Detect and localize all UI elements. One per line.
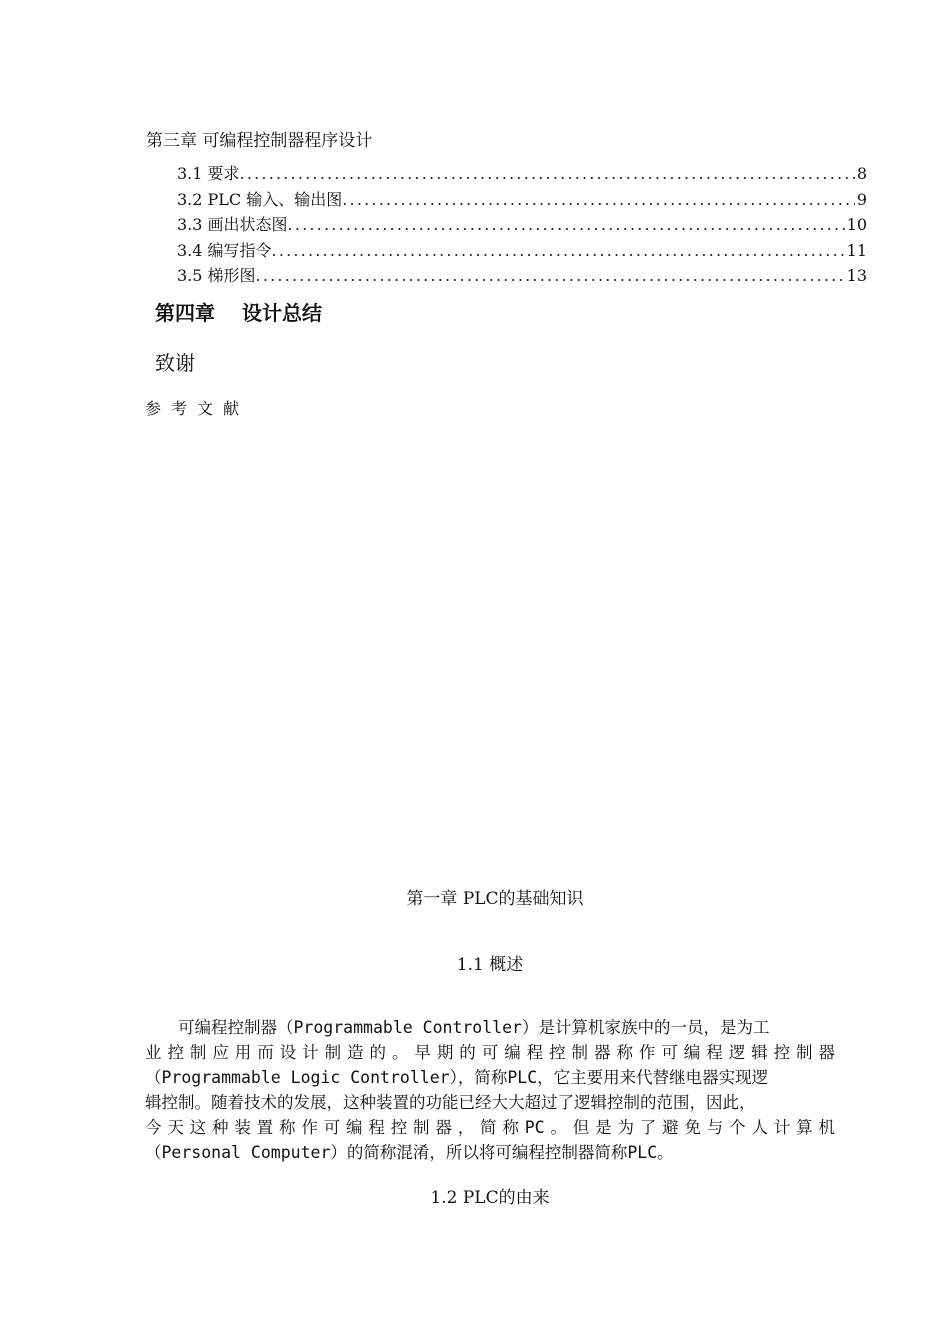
toc-entry-label: 3.4 编写指令 <box>177 240 272 260</box>
toc-chapter3-title: 第三章 可编程控制器程序设计 <box>146 131 373 151</box>
body-paragraph <box>145 1015 835 1165</box>
toc-chapter4-title: 第四章 设计总结 <box>155 301 322 325</box>
toc-entry-page: 13 <box>846 266 867 285</box>
toc-entry-page: 10 <box>846 215 867 234</box>
toc-entry[interactable] <box>177 212 867 238</box>
section-1-2-heading: 1.2 PLC的由来 <box>430 1188 550 1208</box>
toc-entry-page: 9 <box>856 189 867 209</box>
paragraph-line: （Programmable Logic Controller），简称PLC，它主要用来代替继电器实现逻 <box>145 1068 769 1087</box>
toc-leader-dots <box>342 190 855 209</box>
toc-leader-dots <box>256 266 845 285</box>
toc-entry-page: 11 <box>846 240 867 260</box>
paragraph-line: （Personal Computer）的简称混淆，所以将可编程控制器简称PLC。 <box>145 1143 674 1162</box>
toc-leader-dots <box>288 215 845 234</box>
toc-leader-dots <box>272 241 845 260</box>
toc-acknowledgements: 致谢 <box>155 351 195 375</box>
toc-entry[interactable] <box>177 161 867 187</box>
paragraph-line: 今天这种装置称作可编程控制器，简称PC。但是为了避免与个人计算机 <box>145 1118 835 1137</box>
toc-entry-label: 3.1 要求 <box>177 164 240 183</box>
toc-entry-label: 3.2 PLC 输入、输出图 <box>177 189 343 209</box>
toc-entry-label: 3.5 梯形图 <box>177 266 256 285</box>
section-1-1-heading: 1.1 概述 <box>456 955 524 975</box>
toc-entry-page: 8 <box>856 164 867 183</box>
toc-entry[interactable] <box>177 187 867 213</box>
toc-entry-label: 3.3 画出状态图 <box>177 215 288 234</box>
paragraph-line: 辑控制。随着技术的发展，这种装置的功能已经大大超过了逻辑控制的范围，因此， <box>145 1093 756 1112</box>
paragraph-line: 业控制应用而设计制造的。早期的可编程控制器称作可编程逻辑控制器 <box>145 1043 835 1062</box>
toc-entry[interactable] <box>177 263 867 289</box>
toc-leader-dots <box>240 164 855 183</box>
toc-entry[interactable] <box>177 238 867 264</box>
paragraph-line: 可编程控制器（Programmable Controller）是计算机家族中的一员，是为工 <box>145 1018 770 1037</box>
table-of-contents <box>177 161 867 289</box>
chapter1-heading: 第一章 PLC的基础知识 <box>406 889 584 909</box>
toc-references: 参考文献 <box>145 399 250 418</box>
